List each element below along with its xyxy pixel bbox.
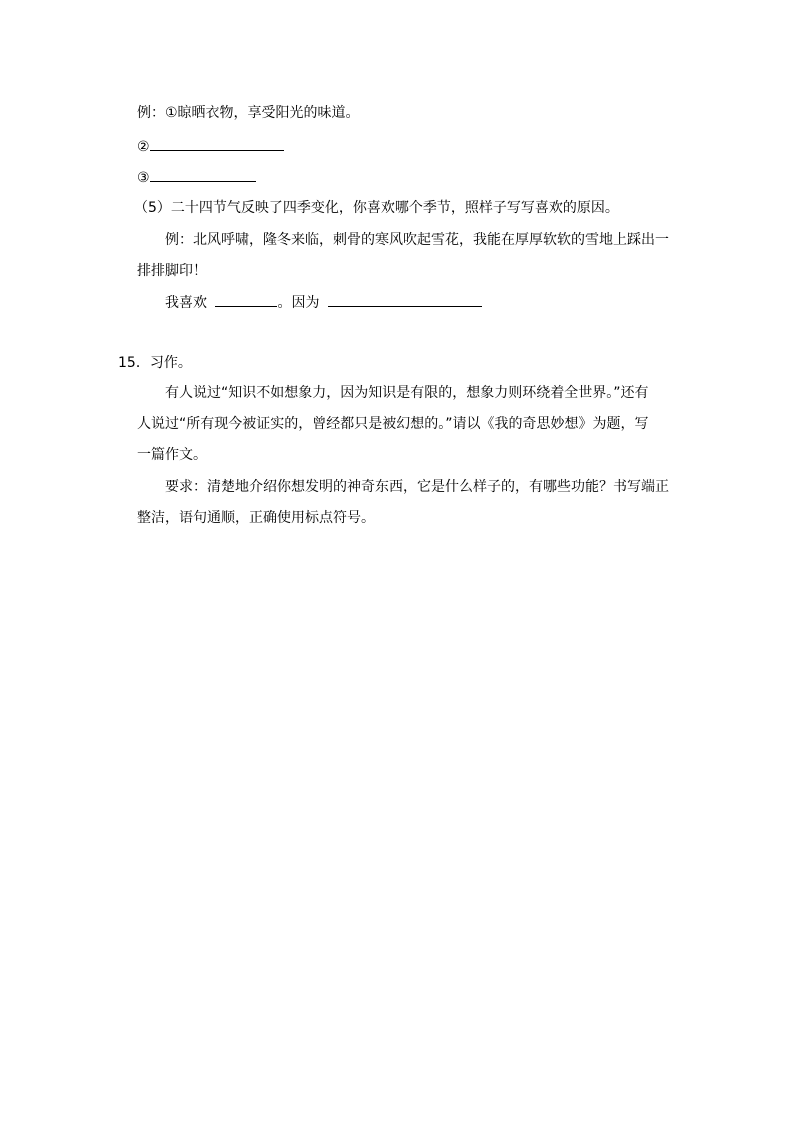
example-line: [137, 103, 360, 123]
answer-blank-3: [137, 167, 256, 188]
q15-requirements-line2: [137, 508, 375, 528]
subquestion-5-label: （5）: [134, 200, 171, 216]
subquestion-5-prompt: [134, 198, 619, 218]
subquestion-5-example-line2: [137, 261, 207, 281]
q15-paragraph1-line2: [137, 414, 649, 434]
example-text-line1: 例：北风呼啸，隆冬来临，刺骨的寒风吹起雪花，我能在厚厚软软的雪地上踩出一: [165, 232, 669, 248]
q15-paragraph1-line1: [165, 383, 649, 403]
example-text-line2: 排排脚印！: [137, 263, 207, 279]
subquestion-5-example-line1: [165, 230, 669, 250]
circled-number-2: ②: [137, 139, 150, 155]
answer-middle: 。因为: [277, 295, 320, 311]
fill-in-blank-3[interactable]: [150, 167, 256, 182]
question-15-heading: [118, 353, 192, 373]
season-answer-line: [165, 292, 482, 313]
paragraph-text: 一篇作文。: [137, 447, 207, 463]
circled-number-3: ③: [137, 170, 150, 186]
question-number: 15．: [118, 355, 150, 371]
answer-prefix: 我喜欢: [165, 295, 207, 311]
subquestion-5-text: 二十四节气反映了四季变化，你喜欢哪个季节，照样子写写喜欢的原因。: [170, 200, 619, 216]
q15-paragraph1-line3: [137, 445, 207, 465]
requirements-text: 整洁，语句通顺，正确使用标点符号。: [137, 510, 375, 526]
season-blank[interactable]: [215, 292, 277, 307]
question-title: 习作。: [149, 355, 192, 371]
example-text: 例：①晾晒衣物，享受阳光的味道。: [137, 105, 360, 121]
paragraph-text: 有人说过“知识不如想象力，因为知识是有限的，想象力则环绕着全世界。”还有: [165, 385, 649, 401]
paragraph-text: 人说过“所有现今被证实的，曾经都只是被幻想的。”请以《我的奇思妙想》为题，写: [137, 416, 649, 432]
answer-blank-2: [137, 136, 284, 157]
reason-blank[interactable]: [328, 292, 482, 307]
fill-in-blank-2[interactable]: [150, 136, 284, 151]
requirements-text: 要求：清楚地介绍你想发明的神奇东西，它是什么样子的，有哪些功能？书写端正: [165, 479, 669, 495]
q15-requirements-line1: [165, 477, 669, 497]
